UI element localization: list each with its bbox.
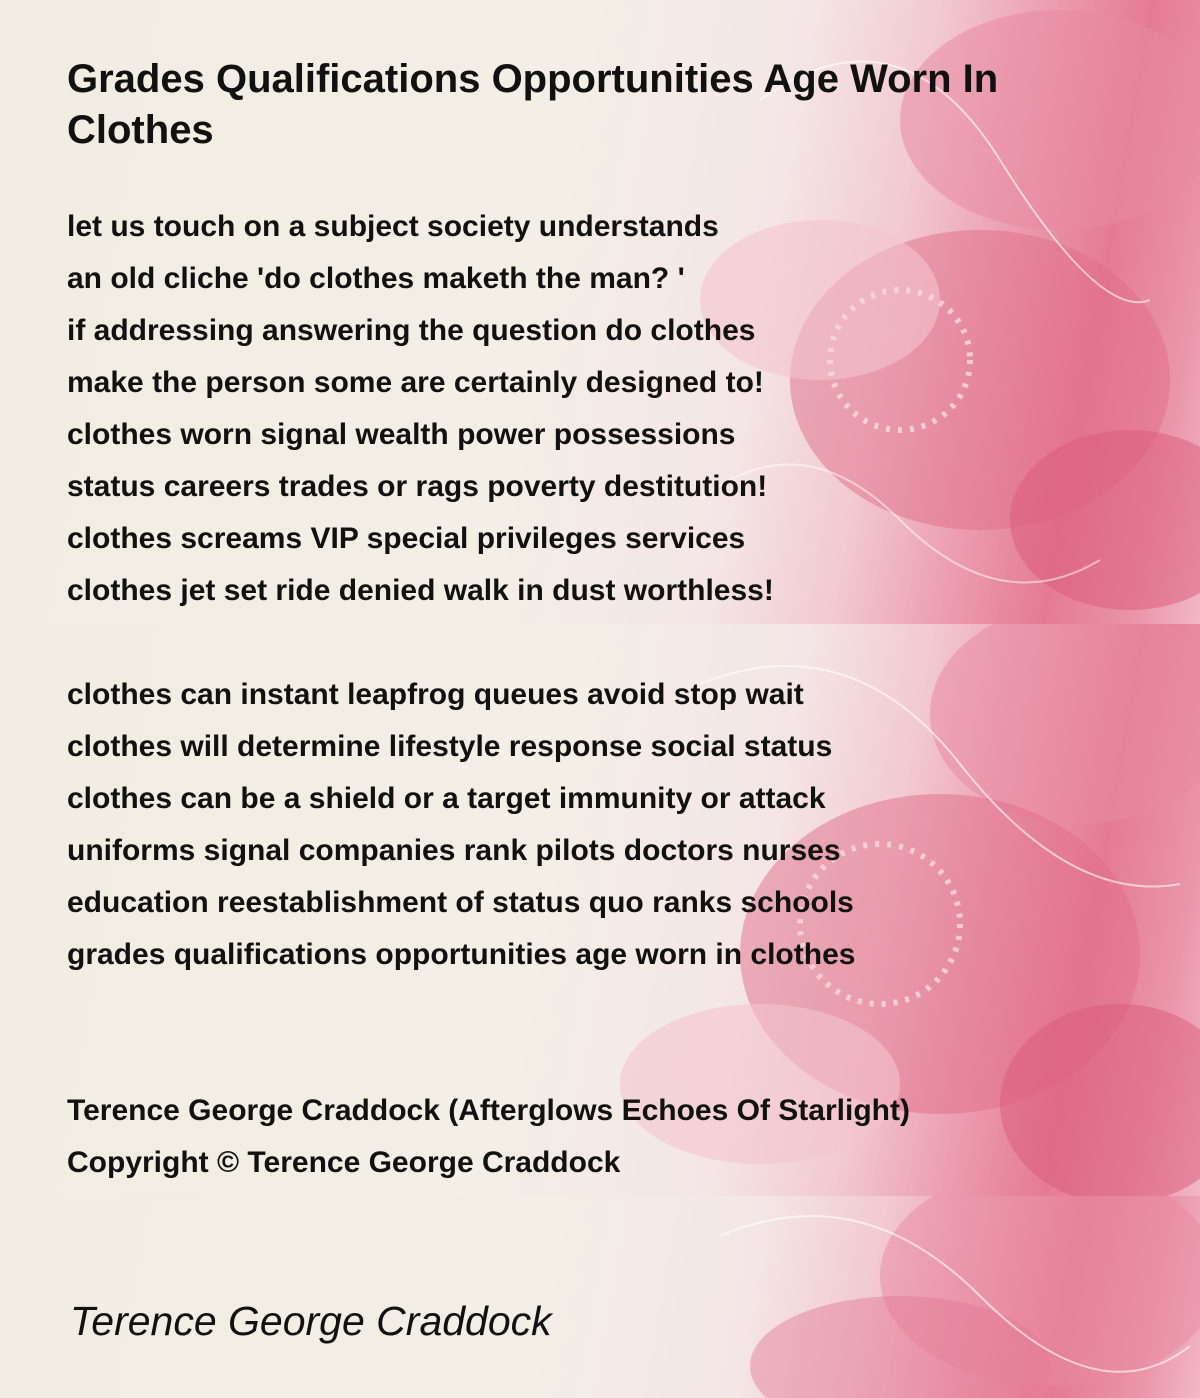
floral-decoration (0, 1196, 1200, 1398)
poem-line: education reestablishment of status quo ranks schools (67, 886, 854, 919)
poem-line: clothes screams VIP special privileges services (67, 522, 746, 555)
poem-stanza-1 (67, 201, 774, 617)
background-panel-bottom (0, 1196, 1200, 1398)
poem-line: grades qualifications opportunities age worn in clothes (67, 938, 856, 971)
poem-line: an old cliche 'do clothes maketh the man? ' (67, 262, 685, 295)
attribution-line: Terence George Craddock (Afterglows Echoes Of Starlight) (67, 1094, 910, 1127)
poem-line: clothes can be a shield or a target immunity or attack (67, 782, 826, 815)
poem-line: clothes can instant leapfrog queues avoid stop wait (67, 678, 804, 711)
copyright-line: Copyright © Terence George Craddock (67, 1146, 621, 1179)
poem-line: uniforms signal companies rank pilots doctors nurses (67, 834, 841, 867)
poem-line: status careers trades or rags poverty destitution! (67, 470, 768, 503)
author-signature: Terence George Craddock (70, 1298, 552, 1344)
poem-credits (67, 1085, 910, 1189)
poem-line: make the person some are certainly designed to! (67, 366, 764, 399)
poem-line: clothes jet set ride denied walk in dust worthless! (67, 574, 774, 607)
poem-stanza-2 (67, 669, 855, 981)
poem-line: if addressing answering the question do clothes (67, 314, 756, 347)
poem-line: clothes worn signal wealth power possessions (67, 418, 736, 451)
poem-line: let us touch on a subject society understands (67, 210, 719, 243)
poem-line: clothes will determine lifestyle response social status (67, 730, 833, 763)
poem-title: Grades Qualifications Opportunities Age Worn In Clothes (67, 57, 999, 152)
